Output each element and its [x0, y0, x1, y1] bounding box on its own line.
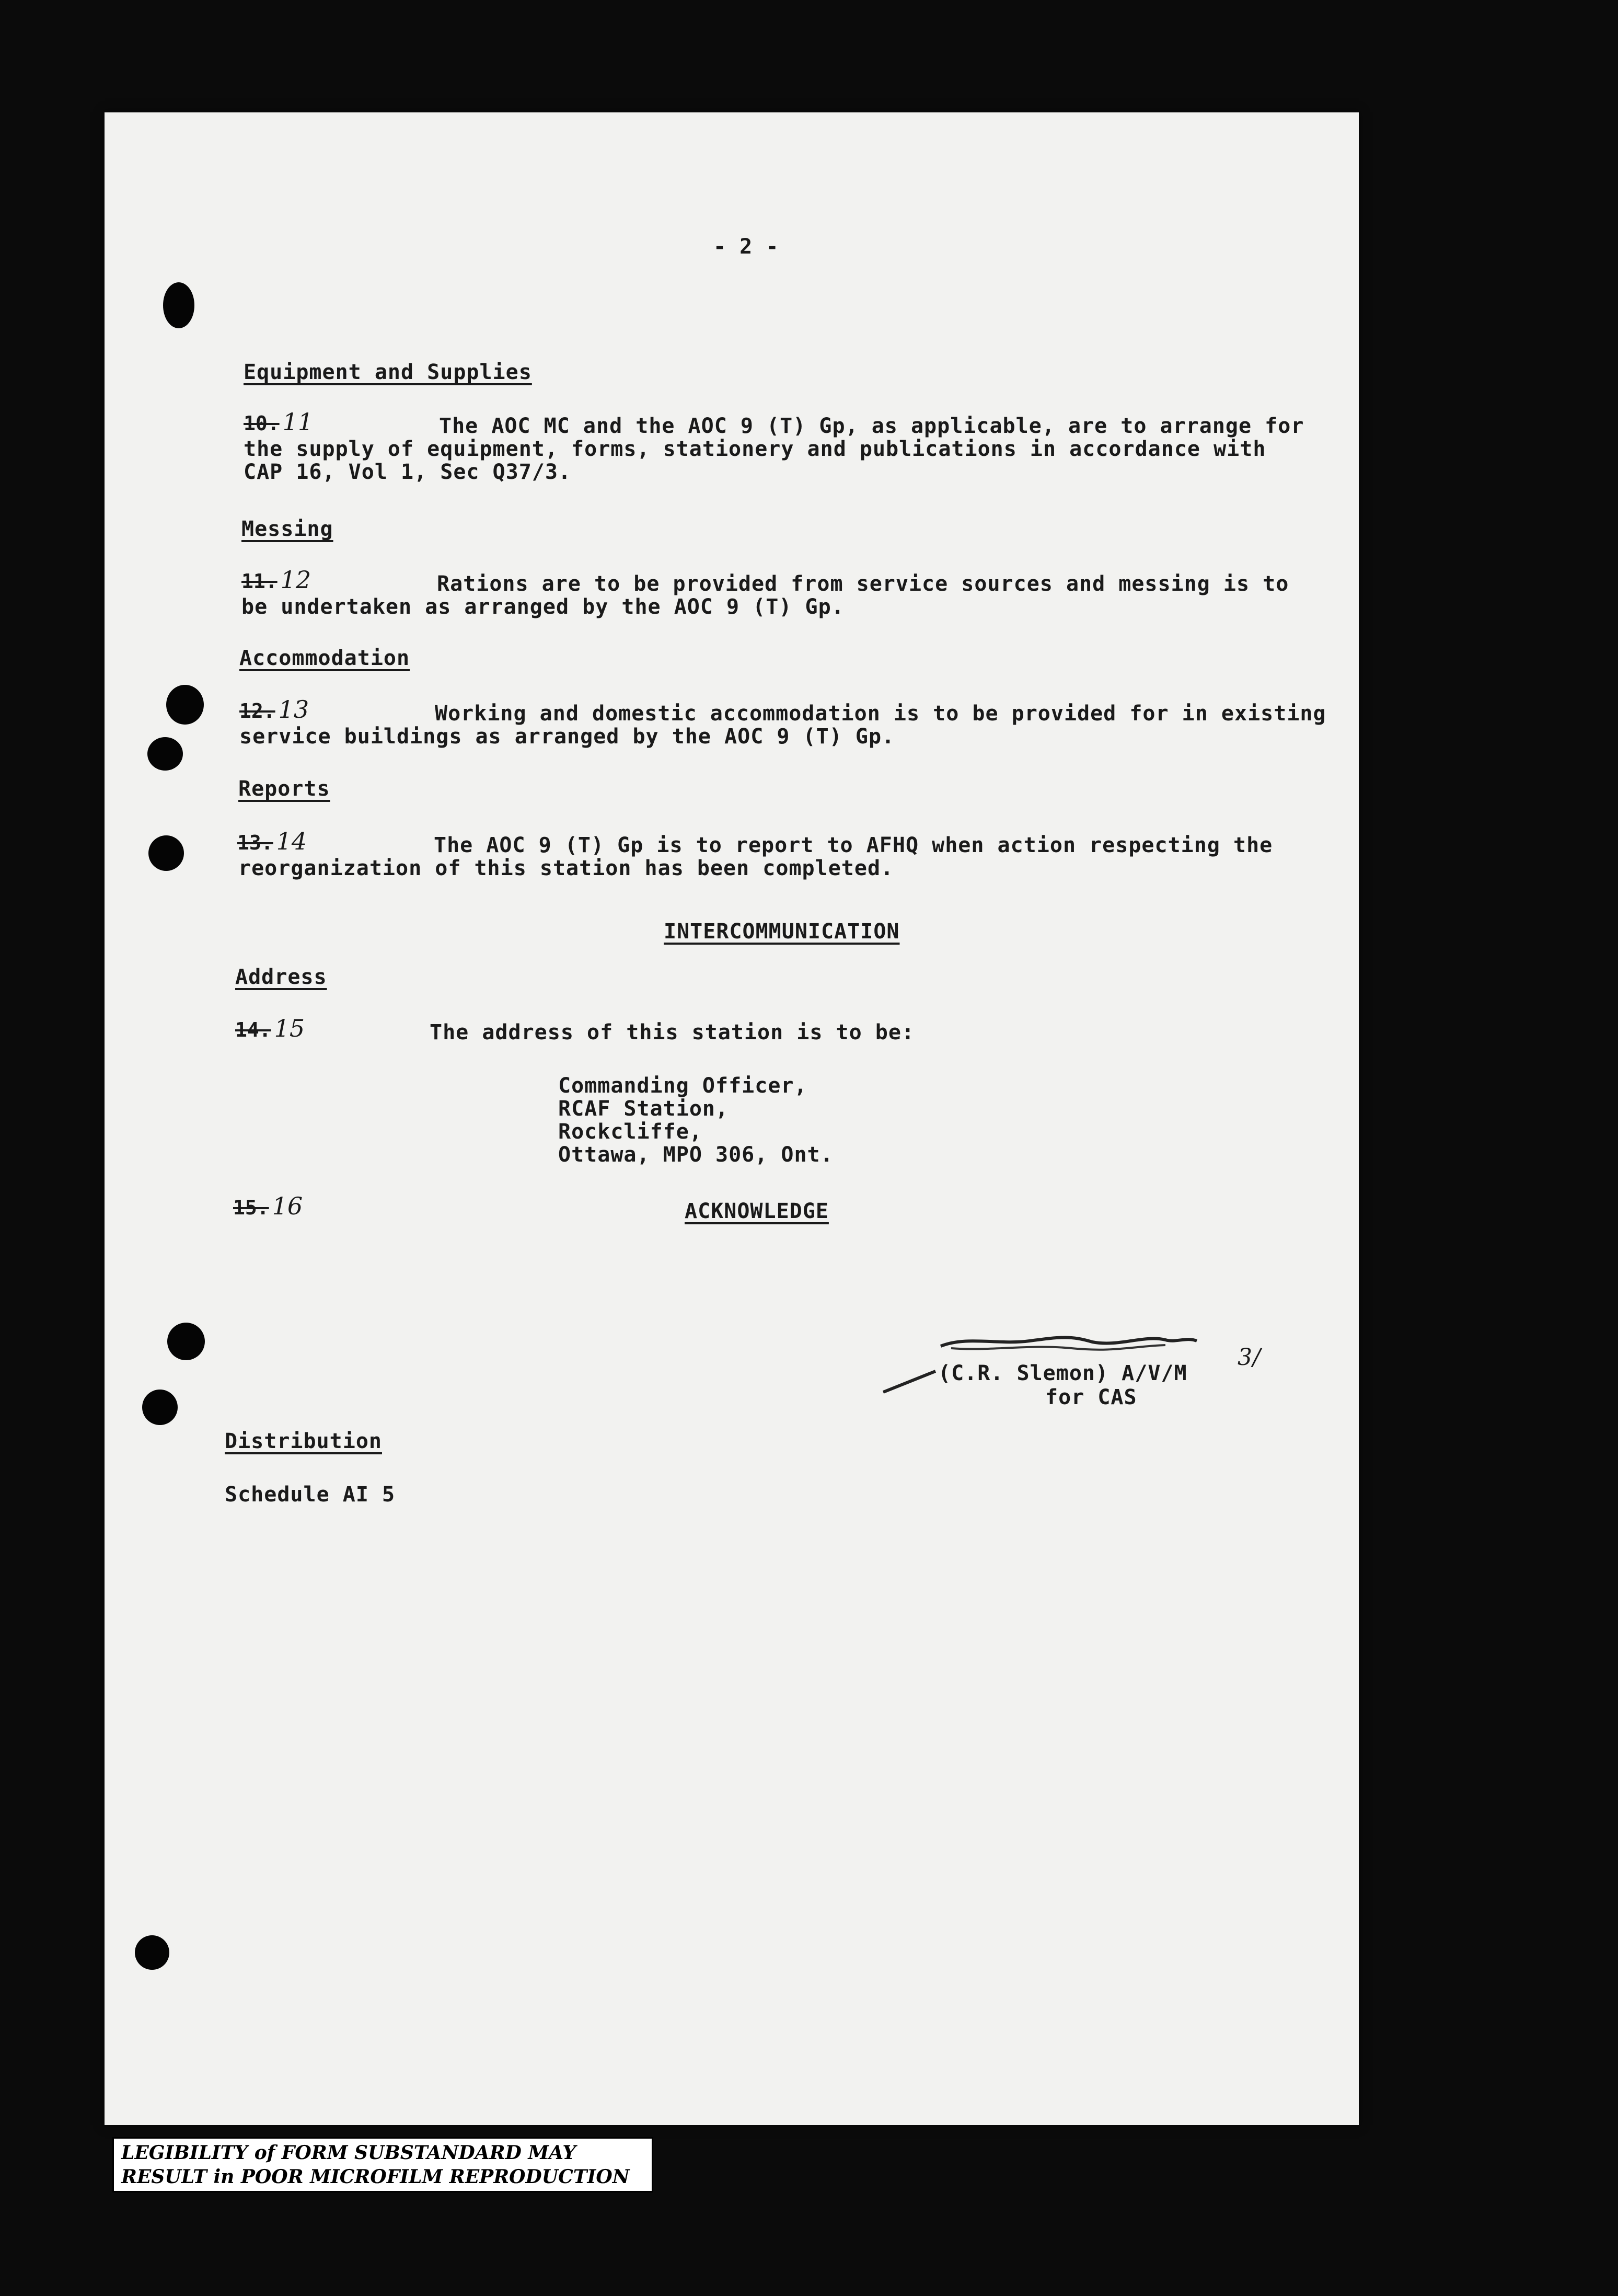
document-page — [105, 112, 1359, 2125]
heading-messing: Messing — [241, 517, 333, 541]
heading-address: Address — [235, 965, 327, 989]
paragraph-reports-line-2: reorganization of this station has been completed. — [238, 856, 894, 880]
paragraph-messing-line-2: be undertaken as arranged by the AOC 9 (T) Gp. — [241, 595, 845, 619]
paragraph-equipment-line-2: the supply of equipment, forms, stationery and publications in accordance with — [244, 437, 1266, 461]
punch-hole — [148, 835, 184, 871]
punch-hole — [135, 1935, 169, 1970]
acknowledge-heading: ACKNOWLEDGE — [685, 1199, 829, 1223]
punch-hole — [163, 282, 194, 328]
paragraph-number-reports: 13. 14 — [237, 827, 307, 855]
paragraph-number-acknowledge: 15. 16 — [233, 1192, 303, 1220]
paragraph-address-intro: The address of this station is to be: — [430, 1020, 915, 1044]
heading-distribution: Distribution — [225, 1429, 382, 1453]
signature-name: (C.R. Slemon) A/V/M — [938, 1361, 1187, 1385]
paragraph-accommodation-line-2: service buildings as arranged by the AOC 9 (T) Gp. — [239, 725, 895, 749]
legibility-notice — [112, 2137, 653, 2192]
paragraph-number-messing: 11. 12 — [241, 566, 311, 594]
paragraph-accommodation-line-1: Working and domestic accommodation is to be provided for in existing — [435, 702, 1326, 726]
signature-annotation: 3/ — [1238, 1344, 1261, 1371]
address-line-1: Commanding Officer, — [558, 1074, 807, 1098]
punch-hole — [167, 1323, 205, 1360]
signature-for: for CAS — [1045, 1385, 1137, 1409]
paragraph-messing-line-1: Rations are to be provided from service sources and messing is to — [437, 572, 1289, 596]
legibility-notice-line-1: LEGIBILITY of FORM SUBSTANDARD MAY — [121, 2142, 576, 2164]
distribution-schedule: Schedule AI 5 — [225, 1483, 396, 1507]
paragraph-equipment-line-3: CAP 16, Vol 1, Sec Q37/3. — [244, 460, 572, 484]
heading-equipment-supplies: Equipment and Supplies — [244, 360, 532, 384]
punch-hole — [142, 1390, 178, 1425]
address-line-4: Ottawa, MPO 306, Ont. — [558, 1143, 834, 1167]
address-line-3: Rockcliffe, — [558, 1120, 702, 1144]
address-line-2: RCAF Station, — [558, 1097, 729, 1121]
punch-hole — [166, 685, 204, 725]
punch-hole — [147, 737, 183, 771]
heading-intercommunication: INTERCOMMUNICATION — [664, 920, 900, 944]
heading-reports: Reports — [238, 777, 330, 801]
paragraph-equipment-line-1: The AOC MC and the AOC 9 (T) Gp, as applicable, are to arrange for — [439, 414, 1304, 438]
paragraph-reports-line-1: The AOC 9 (T) Gp is to report to AFHQ when action respecting the — [434, 833, 1273, 857]
paragraph-number-accommodation: 12. 13 — [239, 695, 309, 724]
heading-accommodation: Accommodation — [239, 646, 410, 670]
legibility-notice-line-2: RESULT in POOR MICROFILM REPRODUCTION — [121, 2166, 630, 2188]
page-number: - 2 - — [713, 235, 779, 259]
paragraph-number-address: 14. 15 — [235, 1014, 305, 1042]
paragraph-number-equipment: 10. 11 — [244, 408, 314, 436]
